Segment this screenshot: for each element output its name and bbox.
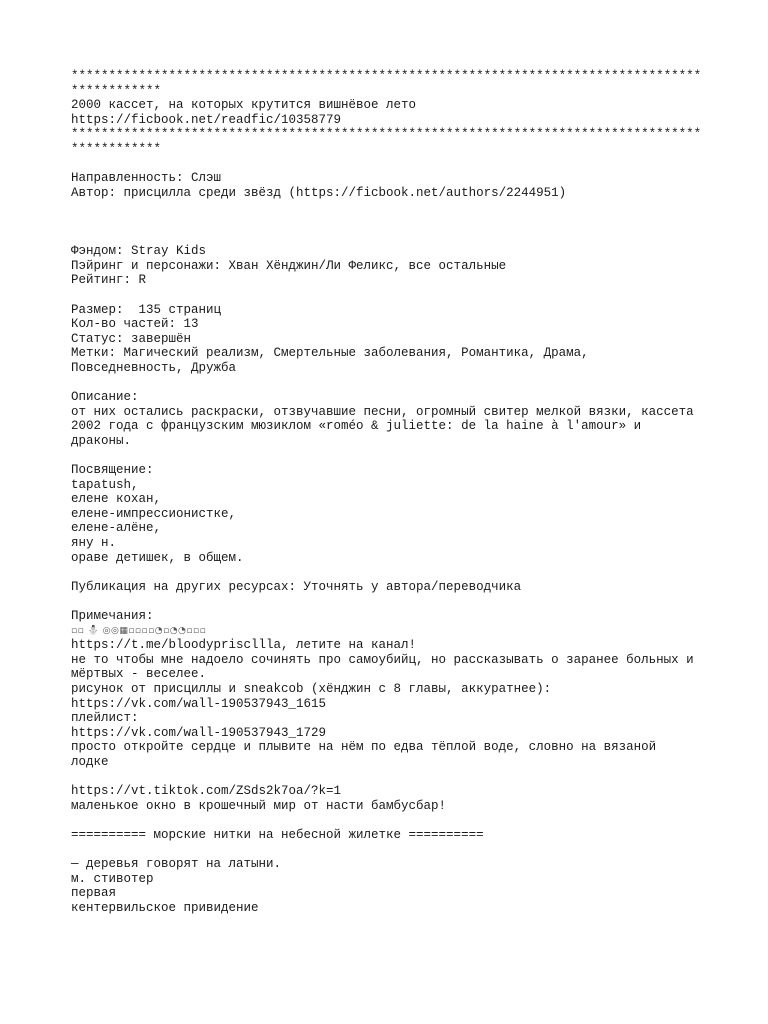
notes-label: Примечания: xyxy=(71,608,154,623)
dedication-label: Посвящение: xyxy=(71,463,154,478)
description-text: 2002 года с французским мюзиклом «roméo & juliette: de la haine à l'amour» и xyxy=(71,419,642,434)
notes-line: https://vk.com/wall-190537943_1729 xyxy=(71,725,327,740)
dedication-line: яну н. xyxy=(71,536,117,551)
notes-line: рисунок от присциллы и sneakcob (хёнджин с 8 главы, аккуратнее): xyxy=(71,681,552,696)
notes-line: плейлист: xyxy=(71,711,139,726)
parts-field: Кол-во частей: 13 xyxy=(71,317,199,332)
rating-field: Рейтинг: R xyxy=(71,273,147,288)
chapter-number: первая xyxy=(71,886,117,901)
notes-line: https://vk.com/wall-190537943_1615 xyxy=(71,696,327,711)
separator-top-1: ************************************************************************************ xyxy=(71,69,702,83)
publication-field: Публикация на других ресурсах: Уточнять у автора/переводчика xyxy=(71,579,522,594)
notes-line: https://t.me/bloodypriscllla, летите на канал! xyxy=(71,638,417,653)
separator-top-2: ************ xyxy=(71,83,162,98)
tags-field-cont: Повседневность, Дружба xyxy=(71,360,237,375)
chapter-heading: ========== морские нитки на небесной жилетке ========== xyxy=(71,827,484,842)
description-text: от них остались раскраски, отзвучавшие песни, огромный свитер мелкой вязки, кассета xyxy=(71,404,694,419)
notes-line: https://vt.tiktok.com/ZSds2k7oa/?k=1 xyxy=(71,784,342,799)
notes-line: маленькое окно в крошечный мир от насти бамбусбар! xyxy=(71,798,447,813)
fandom-field: Фэндом: Stray Kids xyxy=(71,244,207,259)
epigraph-author: м. стивотер xyxy=(71,871,154,886)
separator-bottom-1: ************************************************************************************ xyxy=(71,127,702,142)
emoji-row: ▫▫ ⛄ ◎◎▦▫▫▫▫◔▫◔◔▫▫▫ xyxy=(71,625,207,636)
description-label: Описание: xyxy=(71,390,139,405)
size-field: Размер: 135 страниц xyxy=(71,302,222,317)
tags-field: Метки: Магический реализм, Смертельные заболевания, Романтика, Драма, xyxy=(71,346,589,361)
separator-bottom-2: ************ xyxy=(71,141,162,156)
dedication-line: елене-импрессионистке, xyxy=(71,506,237,521)
status-field: Статус: завершён xyxy=(71,331,192,346)
work-url: https://ficbook.net/readfic/10358779 xyxy=(71,112,342,127)
chapter-title: кентервильское привидение xyxy=(71,900,259,915)
dedication-line: елене кохан, xyxy=(71,492,162,507)
epigraph-line: — деревья говорят на латыни. xyxy=(71,857,282,872)
dedication-line: tapatush, xyxy=(71,477,139,492)
author-field: Автор: присцилла среди звёзд (https://ficbook.net/authors/2244951) xyxy=(71,185,567,200)
work-title: 2000 кассет, на которых крутится вишнёвое лето xyxy=(71,98,417,113)
notes-line: не то чтобы мне надоело сочинять про самоубийц, но рассказывать о заранее больных и xyxy=(71,652,694,667)
notes-line: просто откройте сердце и плывите на нём по едва тёплой воде, словно на вязаной xyxy=(71,740,657,755)
notes-line: мёртвых - веселее. xyxy=(71,667,207,682)
dedication-line: ораве детишек, в общем. xyxy=(71,550,244,565)
description-text: драконы. xyxy=(71,433,132,448)
pairing-field: Пэйринг и персонажи: Хван Хёнджин/Ли Феликс, все остальные xyxy=(71,258,507,273)
document-page xyxy=(71,69,711,915)
dedication-line: елене-алёне, xyxy=(71,521,162,536)
notes-line: лодке xyxy=(71,754,109,769)
direction-field: Направленность: Слэш xyxy=(71,171,222,186)
